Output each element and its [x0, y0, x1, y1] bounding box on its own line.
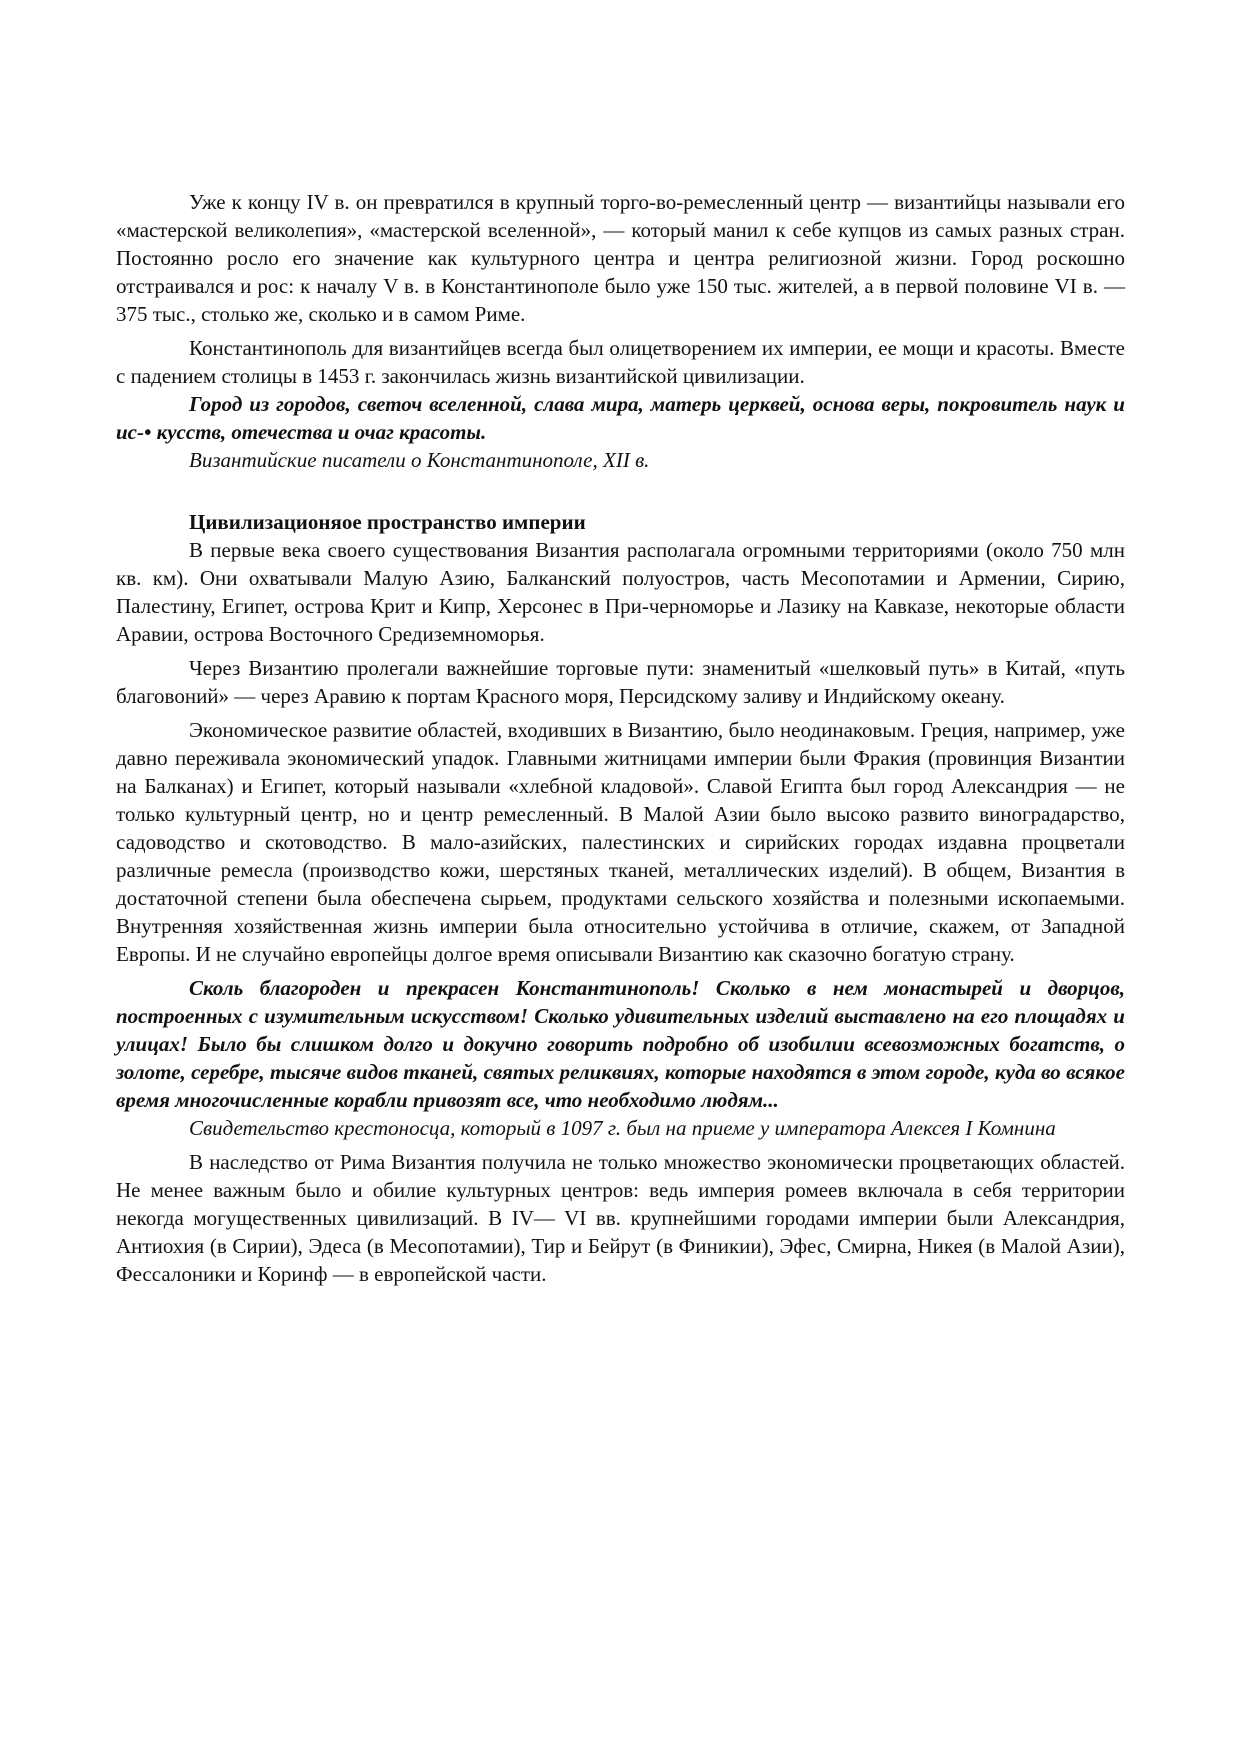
paragraph-economy: Экономическое развитие областей, входивших в Византию, было неодинаковым. Греция, например, уже давно переживала экономический упадок. Главными житницами империи были Фракия (провинция Византии на Балканах) и Египет, который называли «хлебной кладовой». Славой Египта был город Александрия — не только культурный центр, но и центр ремесленный. В Малой Азии было высоко развито виноградарство, садоводство и скотоводство. В мало-азийских, палестинских и сирийских городах издавна процветали различные ремесла (производство кожи, шерстяных тканей, металлических изделий). В общем, Византия в достаточной степени была обеспечена сырьем, продуктами сельского хозяйства и полезными ископаемыми. Внутренняя хозяйственная жизнь империи была относительно устойчива в отличие, скажем, от Западной Европы. И не случайно европейцы долгое время описывали Византию как сказочно богатую страну.	[116, 718, 1125, 966]
quote-crusader: Сколь благороден и прекрасен Константинополь! Сколько в нем монастырей и дворцов, построенных с изумительным искусством! Сколько удивительных изделий выставлено на его площадях и улицах! Было бы слишком долго и докучно говорить подробно об изобилии всевозможных богатств, о золоте, серебре, тысяче видов тканей, святых реликвиях, которые находятся в этом городе, куда во всякое время многочисленные корабли привозят все, что необходимо людям...	[116, 976, 1125, 1112]
quote-source-crusader: Свидетельство крестоносца, который в 1097 г. был на приеме у императора Алексея I Комнина	[189, 1116, 1056, 1140]
paragraph-constantinople-symbol: Константинополь для византийцев всегда был олицетворением их империи, ее мощи и красоты. Вместе с падением столицы в 1453 г. закончилась жизнь византийской цивилизации.	[116, 336, 1125, 388]
quote-city-of-cities: Город из городов, светоч вселенной, слава мира, матерь церквей, основа веры, покровитель наук и ис-• кусств, отечества и очаг красоты.	[116, 392, 1125, 444]
paragraph-cultural-centers: В наследство от Рима Византия получила не только множество экономически процветающих областей. Не менее важным было и обилие культурных центров: ведь империя ромеев включала в себя территории некогда могущественных цивилизаций. В IV— VI вв. крупнейшими городами империи были Александрия, Антиохия (в Сирии), Эдеса (в Месопотамии), Тир и Бейрут (в Финикии), Эфес, Смирна, Никея (в Малой Азии), Фессалоники и Коринф — в европейской части.	[116, 1150, 1125, 1286]
document-page	[116, 188, 1125, 1288]
paragraph-territories: В первые века своего существования Византия располагала огромными территориями (около 750 млн кв. км). Они охватывали Малую Азию, Балканский полуостров, часть Месопотамии и Армении, Сирию, Палестину, Египет, острова Крит и Кипр, Херсонес в При-черноморье и Лазику на Кавказе, некоторые области Аравии, острова Восточного Средиземноморья.	[116, 538, 1125, 646]
section-heading: Цивилизационяое пространство империи	[189, 510, 586, 534]
quote-source-byzantine-writers: Византийские писатели о Константинополе, XII в.	[189, 448, 650, 472]
paragraph-constantinople-growth: Уже к концу IV в. он превратился в крупный торго-во-ремесленный центр — византийцы называли его «мастерской великолепия», «мастерской вселенной», — который манил к себе купцов из самых разных стран. Постоянно росло его значение как культурного центра и центра религиозной жизни. Город роскошно отстраивался и рос: к началу V в. в Константинополе было уже 150 тыс. жителей, а в первой половине VI в. — 375 тыс., столько же, сколько и в самом Риме.	[116, 190, 1125, 326]
paragraph-trade-routes: Через Византию пролегали важнейшие торговые пути: знаменитый «шелковый путь» в Китай, «путь благовоний» — через Аравию к портам Красного моря, Персидскому заливу и Индийскому океану.	[116, 656, 1125, 708]
